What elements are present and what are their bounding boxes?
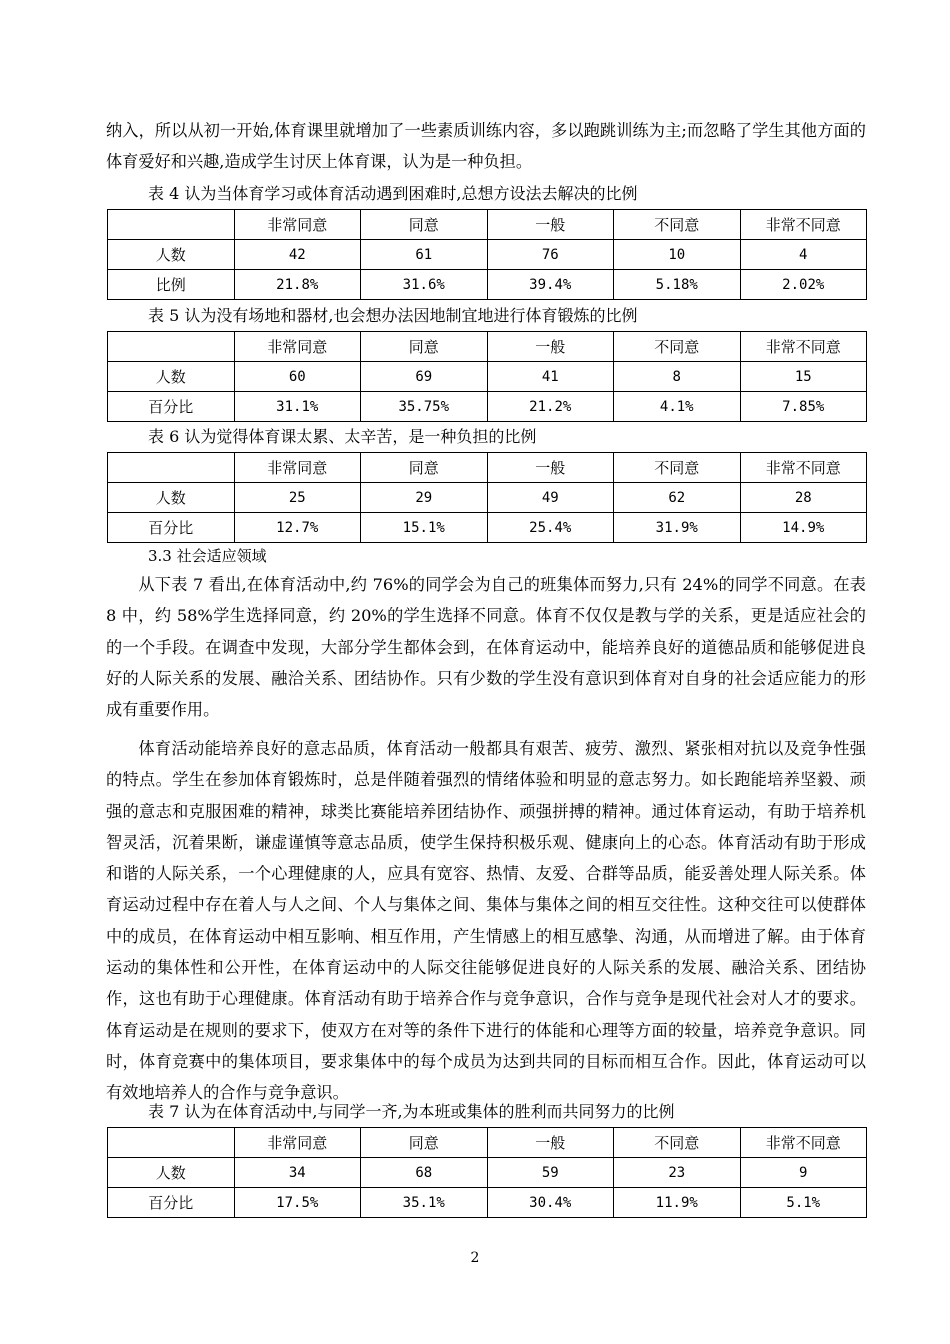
table-cell: 23 xyxy=(614,1158,741,1188)
table-cell: 11.9% xyxy=(614,1188,741,1218)
table-cell: 9 xyxy=(740,1158,867,1188)
table-cell: 25 xyxy=(234,483,361,513)
table-header-cell: 非常同意 xyxy=(234,453,361,483)
table-cell: 12.7% xyxy=(234,513,361,543)
table-header-cell: 非常不同意 xyxy=(740,1128,867,1158)
table-cell: 59 xyxy=(487,1158,614,1188)
section-paragraph-1: 从下表 7 看出,在体育活动中,约 76%的同学会为自己的班集体而努力,只有 24%的同学不同意。在表 8 中，约 58%学生选择同意，约 20%的学生选择不同意。体育不仅仅是教与学的关系，更是适应社会的的一个手段。在调查中发现，大部分学生都体会到，在体育运动中，能培养良好的道德品质和能够促进良好的人际关系的发展、融洽关系、团结协作。只有少数的学生没有意识到体育对自身的社会适应能力的形成有重要作用。 xyxy=(106,575,866,720)
table-cell: 2.02% xyxy=(740,270,867,300)
table-cell: 25.4% xyxy=(487,513,614,543)
table-cell: 62 xyxy=(614,483,741,513)
row-label: 人数 xyxy=(108,362,235,392)
section-paragraph-2: 体育活动能培养良好的意志品质，体育活动一般都具有艰苦、疲劳、激烈、紧张相对抗以及竞争性强的特点。学生在参加体育锻炼时，总是伴随着强烈的情绪体验和明显的意志努力。如长跑能培养坚毅、顽强的意志和克服困难的精神，球类比赛能培养团结协作、顽强拼搏的精神。通过体育运动，有助于培养机智灵活，沉着果断，谦虚谨慎等意志品质，使学生保持积极乐观、健康向上的心态。体育活动有助于形成和谐的人际关系，一个心理健康的人，应具有宽容、热情、友爱、合群等品质，能妥善处理人际关系。体育运动过程中存在着人与人之间、个人与集体之间、集体与集体之间的相互交往性。这种交往可以使群体中的成员，在体育运动中相互影响、相互作用，产生情感上的相互感挚、沟通，从而增进了解。由于体育运动的集体性和公开性，在体育运动中的人际交往能够促进良好的人际关系的发展、融洽关系、团结协作，这也有助于心理健康。体育活动有助于培养合作与竞争意识，合作与竞争是现代社会对人才的要求。体育运动是在规则的要求下，使双方在对等的条件下进行的体能和心理等方面的较量，培养竞争意识。同时，体育竞赛中的集体项目，要求集体中的每个成员为达到共同的目标而相互合作。因此，体育运动可以有效地培养人的合作与竞争意识。 xyxy=(106,739,866,1103)
table-cell: 21.2% xyxy=(487,392,614,422)
table-header-cell: 同意 xyxy=(361,1128,488,1158)
table4-caption: 表 4 认为当体育学习或体育活动遇到困难时,总想方设法去解决的比例 xyxy=(148,184,638,203)
table-cell: 29 xyxy=(361,483,488,513)
table-header-cell: 不同意 xyxy=(614,332,741,362)
table-cell: 35.1% xyxy=(361,1188,488,1218)
table-row xyxy=(108,1188,867,1218)
table-header-cell: 一般 xyxy=(487,1128,614,1158)
row-label: 比例 xyxy=(108,270,235,300)
section-heading: 3.3 社会适应领域 xyxy=(148,547,267,565)
table-header-cell xyxy=(108,1128,235,1158)
table-cell: 76 xyxy=(487,240,614,270)
table-cell: 8 xyxy=(614,362,741,392)
table-header-cell: 非常同意 xyxy=(234,210,361,240)
table-cell: 34 xyxy=(234,1158,361,1188)
table-cell: 61 xyxy=(361,240,488,270)
table-cell: 15 xyxy=(740,362,867,392)
table-header-cell xyxy=(108,210,235,240)
table-row xyxy=(108,483,867,513)
table5-caption: 表 5 认为没有场地和器材,也会想办法因地制宜地进行体育锻炼的比例 xyxy=(148,306,638,325)
table-header-cell: 一般 xyxy=(487,210,614,240)
table6-header-row xyxy=(108,453,867,483)
table-cell: 31.6% xyxy=(361,270,488,300)
table-cell: 49 xyxy=(487,483,614,513)
table7-header-row xyxy=(108,1128,867,1158)
row-label: 百分比 xyxy=(108,1188,235,1218)
table5 xyxy=(107,331,867,422)
row-label: 人数 xyxy=(108,1158,235,1188)
table6 xyxy=(107,452,867,543)
table-cell: 21.8% xyxy=(234,270,361,300)
table-header-cell xyxy=(108,332,235,362)
table4 xyxy=(107,209,867,300)
table-row xyxy=(108,362,867,392)
table-cell: 41 xyxy=(487,362,614,392)
table-header-cell: 非常不同意 xyxy=(740,332,867,362)
table-row xyxy=(108,513,867,543)
table-cell: 4.1% xyxy=(614,392,741,422)
page-number: 2 xyxy=(470,1250,480,1266)
table-header-cell: 一般 xyxy=(487,332,614,362)
table4-header-row xyxy=(108,210,867,240)
table-row xyxy=(108,240,867,270)
table-header-cell: 同意 xyxy=(361,210,488,240)
row-label: 人数 xyxy=(108,483,235,513)
table-cell: 35.75% xyxy=(361,392,488,422)
table-header-cell: 不同意 xyxy=(614,210,741,240)
table-header-cell: 非常不同意 xyxy=(740,210,867,240)
table-cell: 17.5% xyxy=(234,1188,361,1218)
table-header-cell: 非常同意 xyxy=(234,332,361,362)
table-cell: 14.9% xyxy=(740,513,867,543)
row-label: 百分比 xyxy=(108,513,235,543)
table-header-cell: 非常同意 xyxy=(234,1128,361,1158)
table6-caption: 表 6 认为觉得体育课太累、太辛苦，是一种负担的比例 xyxy=(148,427,537,446)
table-row xyxy=(108,1158,867,1188)
table-cell: 5.1% xyxy=(740,1188,867,1218)
table-cell: 10 xyxy=(614,240,741,270)
table-header-cell: 不同意 xyxy=(614,453,741,483)
table-header-cell: 同意 xyxy=(361,332,488,362)
table-cell: 31.1% xyxy=(234,392,361,422)
table7 xyxy=(107,1127,867,1218)
table-header-cell: 同意 xyxy=(361,453,488,483)
row-label: 百分比 xyxy=(108,392,235,422)
table-cell: 15.1% xyxy=(361,513,488,543)
table-cell: 28 xyxy=(740,483,867,513)
table-cell: 31.9% xyxy=(614,513,741,543)
row-label: 人数 xyxy=(108,240,235,270)
table7-caption: 表 7 认为在体育活动中,与同学一齐,为本班或集体的胜利而共同努力的比例 xyxy=(148,1102,675,1121)
table-header-cell: 一般 xyxy=(487,453,614,483)
table-cell: 30.4% xyxy=(487,1188,614,1218)
table-header-cell: 非常不同意 xyxy=(740,453,867,483)
table-cell: 4 xyxy=(740,240,867,270)
table-header-cell xyxy=(108,453,235,483)
table5-header-row xyxy=(108,332,867,362)
table-cell: 39.4% xyxy=(487,270,614,300)
table-header-cell: 不同意 xyxy=(614,1128,741,1158)
table-cell: 68 xyxy=(361,1158,488,1188)
table-cell: 5.18% xyxy=(614,270,741,300)
intro-paragraph: 纳入，所以从初一开始,体育课里就增加了一些素质训练内容，多以跑跳训练为主;而忽略了学生其他方面的体育爱好和兴趣,造成学生讨厌上体育课，认为是一种负担。 xyxy=(106,121,866,172)
table-cell: 69 xyxy=(361,362,488,392)
table-row xyxy=(108,270,867,300)
table-cell: 42 xyxy=(234,240,361,270)
table-cell: 60 xyxy=(234,362,361,392)
table-row xyxy=(108,392,867,422)
table-cell: 7.85% xyxy=(740,392,867,422)
